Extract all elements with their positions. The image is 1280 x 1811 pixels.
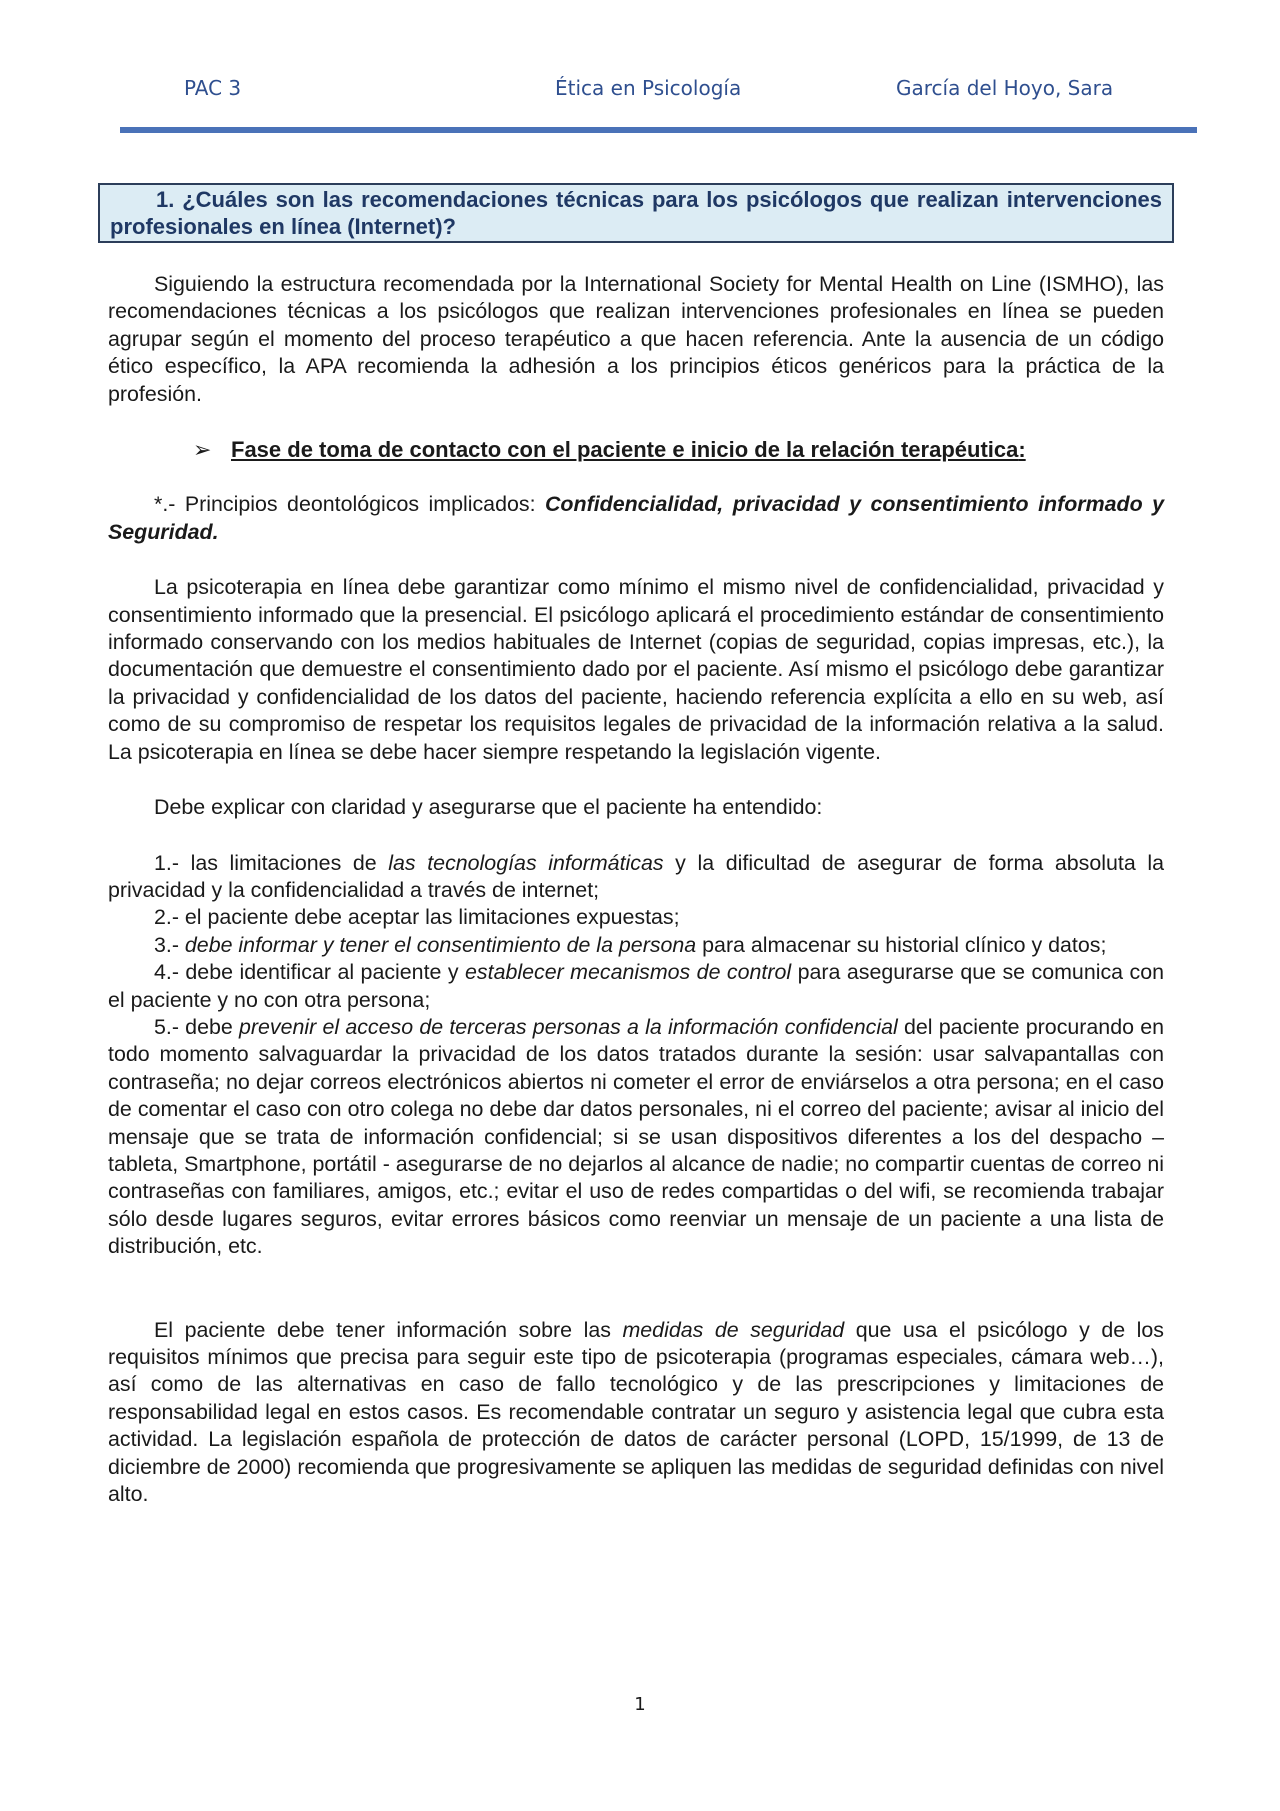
question-title: 1. ¿Cuáles son las recomendaciones técnicas para los psicólogos que realizan intervenciones profesionales en línea (Internet)? (110, 187, 1162, 239)
paragraph-2: Debe explicar con claridad y asegurarse que el paciente ha entendido: (154, 795, 823, 820)
list-item: 2.- el paciente debe aceptar las limitaciones expuestas; (154, 905, 680, 930)
list-item: 5.- debe prevenir el acceso de terceras personas a la información confidencial del paciente procurando en todo momento salvaguardar la privacidad de los datos tratados durante la sesión: usar salvapantallas con contraseña; no dejar correos electrónicos abiertos ni cometer el error de enviárselos a otra persona; en el caso de comentar el caso con otro colega no debe dar datos personales, ni el correo del paciente; avisar al inicio del mensaje que se trata de información confidencial; si se usan dispositivos diferentes a los del despacho – tableta, Smartphone, portátil - asegurarse de no dejarlos al alcance de nadie; no compartir cuentas de correo ni contraseñas con familiares, amigos, etc.; evitar el uso de redes compartidas o del wifi, se recomienda trabajar sólo desde lugares seguros, evitar errores básicos como reenviar un mensaje de un paciente a una lista de distribución, etc. (108, 1014, 1165, 1259)
list-item: 1.- las limitaciones de las tecnologías informáticas y la dificultad de asegurar de forma absoluta la privacidad y la confidencialidad a través de internet; (108, 850, 1164, 902)
list-item: 3.- debe informar y tener el consentimiento de la persona para almacenar su historial clínico y datos; (154, 932, 1107, 957)
phase-colon: : (1018, 437, 1026, 463)
document-body (108, 183, 1164, 1508)
phase-title: Fase de toma de contacto con el paciente e inicio de la relación terapéutica (231, 437, 1019, 463)
principles-lead: *.- Principios deontológicos implicados: (154, 492, 545, 517)
paragraph-3: El paciente debe tener información sobre las medidas de seguridad que usa el psicólogo y de los requisitos mínimos que precisa para seguir este tipo de psicoterapia (programas especiales, cámara web…), así como de las alternativas en caso de fallo tecnológico y de las prescripciones y limitaciones de responsabilidad legal en estos casos. Es recomendable contratar un seguro y asistencia legal que cubra esta actividad. La legislación española de protección de datos de carácter personal (LOPD, 15/1999, de 13 de diciembre de 2000) recomienda que progresivamente se apliquen las medidas de seguridad definidas con nivel alto. (108, 1317, 1164, 1507)
list-item: 4.- debe identificar al paciente y establecer mecanismos de control para asegurarse que se comunica con el paciente y no con otra persona; (108, 960, 1164, 1012)
principles-paragraph (108, 491, 1164, 546)
header-course: PAC 3 (184, 76, 242, 100)
principles-list: Confidencialidad, privacidad y consentimiento informado y Seguridad. (108, 492, 1164, 544)
header-subject: Ética en Psicología (555, 76, 742, 100)
page-header (0, 76, 1280, 106)
header-divider (120, 127, 1197, 133)
header-author: García del Hoyo, Sara (896, 76, 1114, 100)
paragraph-1: La psicoterapia en línea debe garantizar como mínimo el mismo nivel de confidencialidad, privacidad y consentimiento informado que la presencial. El psicólogo aplicará el procedimiento estándar de consentimiento informado conservando con los medios habituales de Internet (copias de seguridad, copias impresas, etc.), la documentación que demuestre el consentimiento dado por el paciente. Así mismo el psicólogo debe garantizar la privacidad y confidencialidad de los datos del paciente, haciendo referencia explícita a ello en su web, así como de su compromiso de respetar los requisitos legales de privacidad de la información relativa a la salud. La psicoterapia en línea se debe hacer siempre respetando la legislación vigente. (108, 575, 1164, 764)
phase-heading (108, 436, 1164, 463)
question-box (98, 183, 1174, 243)
page-number: 1 (634, 1694, 646, 1715)
arrow-bullet-icon: ➢ (193, 437, 212, 463)
intro-paragraph: Siguiendo la estructura recomendada por la International Society for Mental Health on Line (ISMHO), las recomendaciones técnicas a los psicólogos que realizan intervenciones profesionales en línea se pueden agrupar según el momento del proceso terapéutico a que hacen referencia. Ante la ausencia de un código ético específico, la APA recomienda la adhesión a los principios éticos genéricos para la práctica de la profesión. (108, 272, 1164, 406)
